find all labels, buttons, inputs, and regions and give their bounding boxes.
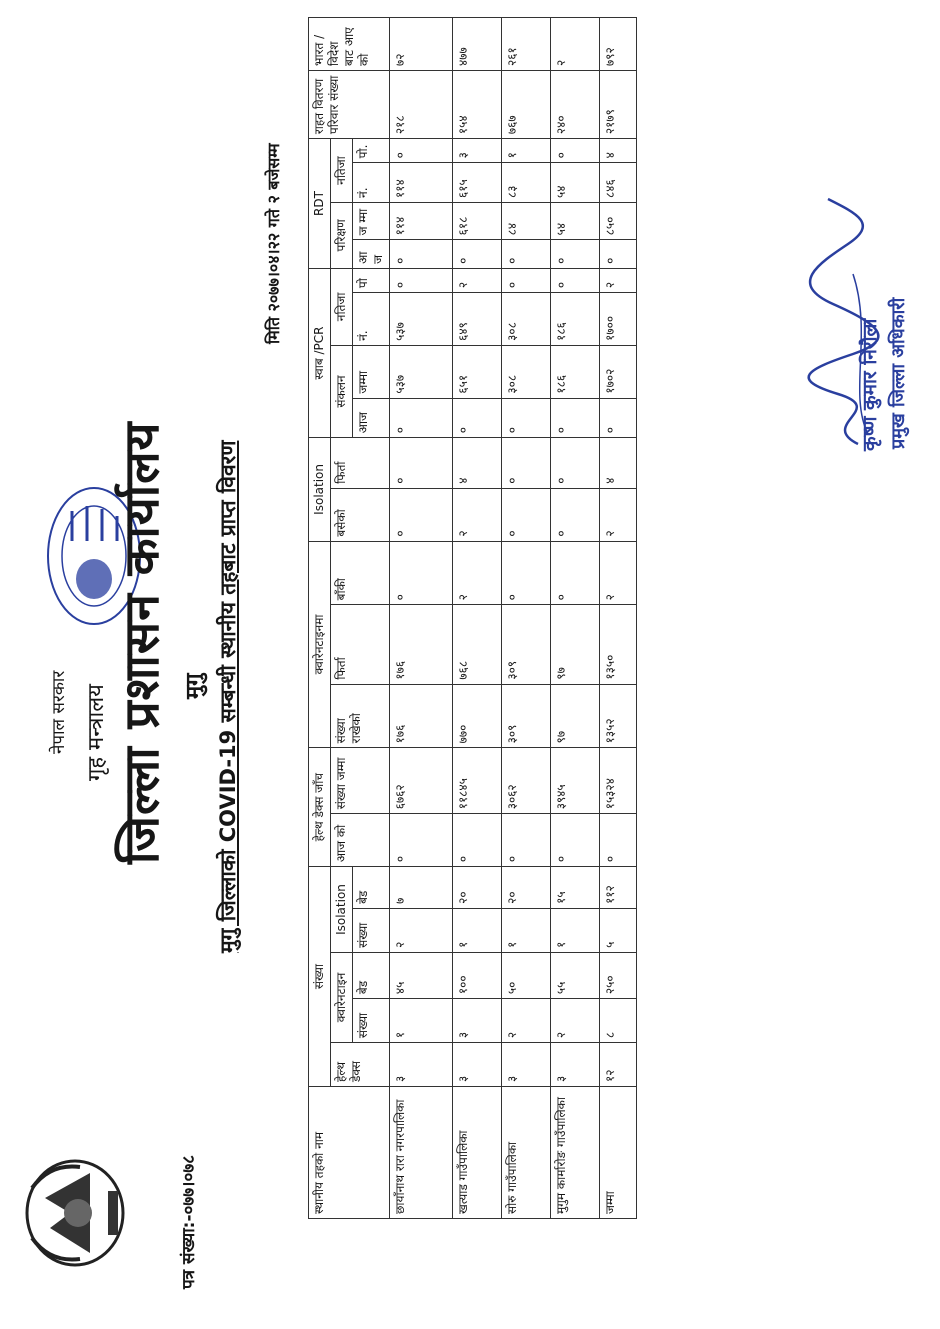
cell-rdt-total: ८५० <box>600 202 637 239</box>
cell-iso-count: १ <box>453 908 502 952</box>
col-local-level: स्थानीय तहको नाम <box>309 1087 390 1219</box>
district-name: मुगु <box>182 673 207 699</box>
cell-relief: १५४ <box>453 70 502 138</box>
cell-iso-staying: ० <box>551 488 600 541</box>
cell-swab-neg: १८६ <box>551 293 600 346</box>
cell-iso-staying: २ <box>453 488 502 541</box>
total-row <box>600 18 637 1219</box>
cell-rdt-today: ० <box>600 240 637 269</box>
cell-rdt-total: ११४ <box>390 202 453 239</box>
cell-abroad: २६१ <box>502 18 551 71</box>
cell-rdt-pos: १ <box>502 139 551 163</box>
cell-q-kept: ९७ <box>551 684 600 748</box>
cell-q-count: २ <box>502 999 551 1043</box>
cell-q-beds: १०० <box>453 952 502 998</box>
cell-rdt-today: ० <box>453 240 502 269</box>
col-swab-pcr: स्वाब /PCR <box>309 268 331 437</box>
cell-q-count: २ <box>551 999 600 1043</box>
cell-q-kept: १३५२ <box>600 684 637 748</box>
col-relief: राहत वितरण परिवार संख्या <box>309 70 390 138</box>
cell-q-returned: १७६ <box>390 605 453 684</box>
col-q-beds: बेड <box>353 952 390 998</box>
col-rdt-total: ज म्मा <box>353 202 390 239</box>
cell-rdt-today: ० <box>551 240 600 269</box>
cell-q-remaining: ० <box>390 541 453 605</box>
cell-iso-beds: ११२ <box>600 867 637 909</box>
government-label: नेपाल सरकार <box>49 670 69 754</box>
cell-q-beds: ५० <box>502 952 551 998</box>
cell-rdt-neg: ६१५ <box>453 163 502 203</box>
col-health-desk-check: हेल्थ डेक्स जाँच <box>309 748 331 867</box>
cell-hd-today: ० <box>551 814 600 867</box>
cell-relief: २१७९ <box>600 70 637 138</box>
cell-swab-today: ० <box>453 398 502 438</box>
cell-iso-staying: ० <box>390 488 453 541</box>
col-q-remaining: बाँकी <box>331 541 390 605</box>
col-q-returned: फिर्ता <box>331 605 390 684</box>
office-title: जिल्ला प्रशासन कार्यालय <box>114 421 170 864</box>
cell-iso-beds: ७ <box>390 867 453 909</box>
cell-iso-returned: ० <box>551 438 600 489</box>
cell-relief: ७६७ <box>502 70 551 138</box>
cell-q-beds: ४५ <box>390 952 453 998</box>
cell-hd-today: ० <box>390 814 453 867</box>
cell-abroad: ४७७ <box>453 18 502 71</box>
cell-q-returned: ३०९ <box>502 605 551 684</box>
cell-health-desk: ३ <box>551 1043 600 1087</box>
cell-hd-total: १५३२४ <box>600 748 637 814</box>
cell-hd-total: ११८४५ <box>453 748 502 814</box>
cell-name: खत्याड गाउँपालिका <box>453 1087 502 1219</box>
ministry-label: गृह मन्त्रालय <box>84 684 109 781</box>
cell-iso-count: १ <box>502 908 551 952</box>
cell-rdt-neg: ८४६ <box>600 163 637 203</box>
cell-swab-neg: ३०८ <box>502 293 551 346</box>
cell-rdt-neg: ११४ <box>390 163 453 203</box>
cell-hd-total: ६७६२ <box>390 748 453 814</box>
report-title: मुगु जिल्लाको COVID-19 सम्बन्धी स्थानीय तहबाट प्राप्त विवरण <box>216 440 240 953</box>
col-swab-pos: पो <box>353 268 390 292</box>
cell-q-remaining: २ <box>453 541 502 605</box>
cell-q-count: ८ <box>600 999 637 1043</box>
reference-number: पत्र संख्या:-०७७।०७८ <box>179 1155 199 1289</box>
col-iso-beds: बेड <box>353 867 390 909</box>
cell-rdt-today: ० <box>390 240 453 269</box>
col-swab-total: जम्मा <box>353 345 390 398</box>
col-rdt-test: परिक्षण <box>331 202 353 268</box>
col-isolation: Isolation <box>331 867 353 953</box>
col-rdt-neg: नं. <box>353 163 390 203</box>
cell-swab-total: १८६ <box>551 345 600 398</box>
cell-rdt-neg: ५४ <box>551 163 600 203</box>
cell-swab-neg: १७०० <box>600 293 637 346</box>
report-body <box>390 18 637 1219</box>
cell-name: जम्मा <box>600 1087 637 1219</box>
cell-q-returned: ९७ <box>551 605 600 684</box>
cell-rdt-neg: ८३ <box>502 163 551 203</box>
cell-name: सोरु गाउँपालिका <box>502 1087 551 1219</box>
cell-swab-today: ० <box>600 398 637 438</box>
covid-report-table <box>308 17 637 1219</box>
col-isolation-2: Isolation <box>309 438 331 541</box>
cell-swab-total: १७०२ <box>600 345 637 398</box>
cell-swab-today: ० <box>551 398 600 438</box>
cell-q-count: १ <box>390 999 453 1043</box>
cell-iso-returned: ० <box>390 438 453 489</box>
cell-swab-total: ६५१ <box>453 345 502 398</box>
cell-swab-today: ० <box>390 398 453 438</box>
cell-rdt-total: ५४ <box>551 202 600 239</box>
cell-abroad: ७९२ <box>600 18 637 71</box>
cell-q-returned: ७६८ <box>453 605 502 684</box>
cell-abroad: २ <box>551 18 600 71</box>
cell-swab-total: ३०८ <box>502 345 551 398</box>
cell-hd-total: ३०६२ <box>502 748 551 814</box>
col-iso-returned: फिर्ता <box>331 438 390 489</box>
cell-iso-staying: २ <box>600 488 637 541</box>
signatory-name: कृष्ण कुमार निरौला <box>859 318 881 451</box>
col-quarantine: क्वारेनटाइन <box>331 952 353 1042</box>
col-iso-count: संख्या <box>353 908 390 952</box>
col-rdt: RDT <box>309 139 331 269</box>
cell-q-beds: २५० <box>600 952 637 998</box>
cell-iso-returned: ० <box>502 438 551 489</box>
cell-swab-total: ५३७ <box>390 345 453 398</box>
col-swab-neg: नं. <box>353 293 390 346</box>
col-q-kept: संख्या राखेको <box>331 684 390 748</box>
cell-health-desk: ३ <box>453 1043 502 1087</box>
cell-swab-pos: २ <box>600 268 637 292</box>
signature-icon <box>798 194 898 454</box>
cell-q-kept: ७७० <box>453 684 502 748</box>
table-row <box>502 18 551 1219</box>
cell-rdt-pos: ० <box>551 139 600 163</box>
cell-swab-neg: ५३७ <box>390 293 453 346</box>
cell-q-remaining: २ <box>600 541 637 605</box>
cell-q-beds: ५५ <box>551 952 600 998</box>
cell-swab-neg: ६४९ <box>453 293 502 346</box>
col-in-quarantine: क्वारेनटाइनमा <box>309 541 331 748</box>
col-swab-today: आज <box>353 398 390 438</box>
col-hd-total: संख्या जम्मा <box>331 748 390 814</box>
table-row <box>390 18 453 1219</box>
cell-iso-count: ५ <box>600 908 637 952</box>
col-abroad: भारत /विदेश बाट आए को <box>309 18 390 71</box>
signatory-title: प्रमुख जिल्ला अधिकारी <box>888 297 909 449</box>
col-health-desk: हेल्थ डेक्स <box>331 1043 390 1087</box>
cell-swab-pos: ० <box>390 268 453 292</box>
cell-swab-pos: २ <box>453 268 502 292</box>
cell-iso-count: २ <box>390 908 453 952</box>
cell-rdt-pos: ३ <box>453 139 502 163</box>
cell-iso-beds: २० <box>453 867 502 909</box>
col-rdt-today: आ ज <box>353 240 390 269</box>
cell-rdt-today: ० <box>502 240 551 269</box>
col-hd-today: आज को <box>331 814 390 867</box>
cell-swab-pos: ० <box>551 268 600 292</box>
cell-abroad: ७२ <box>390 18 453 71</box>
cell-hd-total: ३९४५ <box>551 748 600 814</box>
cell-health-desk: ३ <box>502 1043 551 1087</box>
report-date: मिति २०७७।०४।२२ गते २ बजेसम्म <box>264 143 283 344</box>
cell-rdt-total: ८४ <box>502 202 551 239</box>
cell-name: छायाँनाथ रारा नगरपालिका <box>390 1087 453 1219</box>
col-count-group: संख्या <box>309 867 331 1087</box>
col-rdt-result: नतिजा <box>331 139 353 203</box>
col-iso-staying: बसेको <box>331 488 390 541</box>
cell-q-count: ३ <box>453 999 502 1043</box>
table-row <box>453 18 502 1219</box>
col-swab-result: नतिजा <box>331 268 353 345</box>
cell-relief: २१८ <box>390 70 453 138</box>
cell-hd-today: ० <box>600 814 637 867</box>
cell-rdt-pos: ४ <box>600 139 637 163</box>
cell-iso-returned: ४ <box>453 438 502 489</box>
cell-hd-today: ० <box>502 814 551 867</box>
table-row <box>551 18 600 1219</box>
cell-iso-beds: २० <box>502 867 551 909</box>
nepal-emblem-icon <box>20 1153 130 1273</box>
cell-iso-beds: १५ <box>551 867 600 909</box>
cell-q-returned: १३५० <box>600 605 637 684</box>
cell-iso-count: १ <box>551 908 600 952</box>
cell-iso-returned: ४ <box>600 438 637 489</box>
cell-iso-staying: ० <box>502 488 551 541</box>
col-swab-collection: संकलन <box>331 345 353 437</box>
cell-swab-today: ० <box>502 398 551 438</box>
cell-q-remaining: ० <box>551 541 600 605</box>
col-q-count: संख्या <box>353 999 390 1043</box>
cell-health-desk: १२ <box>600 1043 637 1087</box>
col-rdt-pos: पो. <box>353 139 390 163</box>
cell-rdt-pos: ० <box>390 139 453 163</box>
cell-health-desk: ३ <box>390 1043 453 1087</box>
cell-name: मुगुम कार्मारोङ गाउँपालिका <box>551 1087 600 1219</box>
cell-q-remaining: ० <box>502 541 551 605</box>
cell-hd-today: ० <box>453 814 502 867</box>
cell-relief: २४० <box>551 70 600 138</box>
cell-q-kept: १७६ <box>390 684 453 748</box>
cell-q-kept: ३०९ <box>502 684 551 748</box>
cell-swab-pos: ० <box>502 268 551 292</box>
cell-rdt-total: ६१८ <box>453 202 502 239</box>
